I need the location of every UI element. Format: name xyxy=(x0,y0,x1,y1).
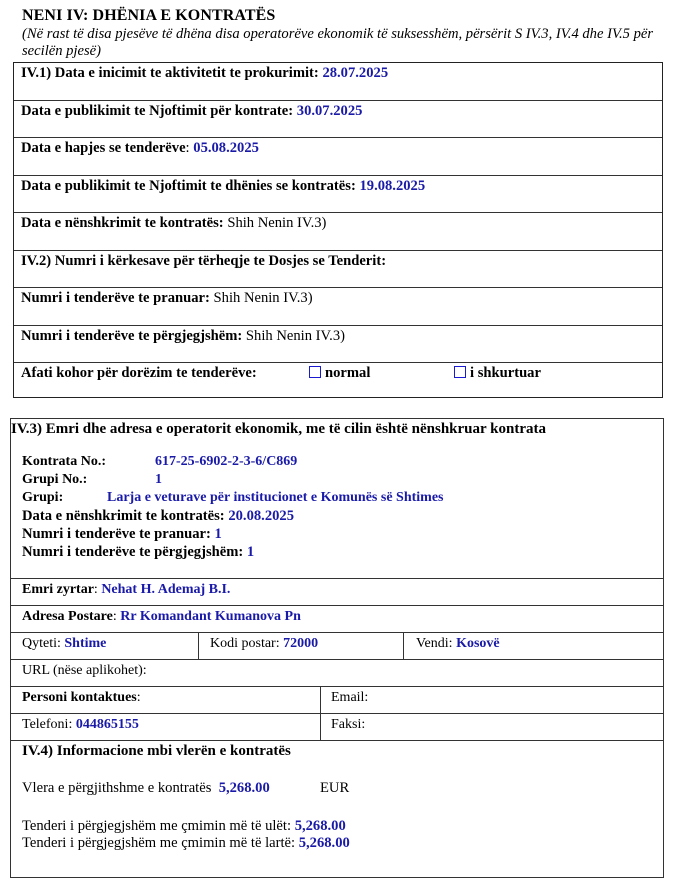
label: IV.1) Data e inicimit te aktivitetit te prokurimit: xyxy=(21,65,319,81)
checkbox-shortened[interactable] xyxy=(454,366,466,378)
label: Data e publikimit te Njoftimit te dhënies se kontratës: xyxy=(21,177,356,194)
opening-date-value: 05.08.2025 xyxy=(193,140,259,156)
accepted-tenders-value: Shih Nenin IV.3) xyxy=(213,290,313,306)
label: Data e nënshkrimit te kontratës: xyxy=(21,215,224,231)
responsive-row: Numri i tenderëve te përgjegjshëm: 1 xyxy=(22,544,255,560)
divider xyxy=(403,632,404,659)
responsive-value: 1 xyxy=(246,544,255,560)
url-cell: URL (nëse aplikohet): xyxy=(22,663,147,678)
fax-cell: Faksi: xyxy=(331,717,366,732)
row-accepted-tenders xyxy=(14,288,662,326)
divider xyxy=(320,686,321,740)
section-iv1-box xyxy=(13,62,663,398)
divider xyxy=(10,713,664,714)
highest-price-row: Tenderi i përgjegjshëm me çmimin më të lartë: 5,268.00 xyxy=(22,835,350,851)
divider xyxy=(10,686,664,687)
divider xyxy=(10,659,664,660)
email-cell: Email: xyxy=(331,690,369,705)
highest-value: 5,268.00 xyxy=(298,835,350,851)
label: Data e publikimit te Njoftimit për kontrate: xyxy=(21,102,294,119)
sign-date-value: 20.08.2025 xyxy=(228,508,294,524)
lowest-value: 5,268.00 xyxy=(294,818,346,834)
row-opening-date xyxy=(14,138,662,176)
group-label: Grupi: xyxy=(22,490,64,505)
contract-no-label: Kontrata No.: xyxy=(22,454,106,469)
label: Numri i tenderëve te përgjegjshëm: xyxy=(21,327,243,344)
option-normal[interactable]: normal xyxy=(309,365,370,382)
total-value-row: Vlera e përgjithshme e kontratës 5,268.00 xyxy=(22,780,270,796)
accepted-row: Numri i tenderëve te pranuar: 1 xyxy=(22,526,222,542)
address-value: Rr Komandant Kumanova Pn xyxy=(120,609,301,624)
row-deadline xyxy=(14,363,662,401)
divider xyxy=(10,605,664,606)
country-cell: Vendi: Kosovë xyxy=(416,636,500,651)
label: IV.2) Numri i kërkesave për tërheqje te Dosjes se Tenderit: xyxy=(21,252,387,269)
separator: : xyxy=(185,140,190,156)
label: Data e hapjes se tenderëve xyxy=(21,140,186,156)
city-value: Shtime xyxy=(64,636,107,651)
row-award-notice-date xyxy=(14,176,662,214)
group-no-label: Grupi No.: xyxy=(22,472,88,487)
row-initiation-date xyxy=(14,63,662,101)
postal-value: 72000 xyxy=(283,636,319,651)
award-notice-date-value: 19.08.2025 xyxy=(359,177,426,194)
section-iv4-title: IV.4) Informacione mbi vlerën e kontratës xyxy=(22,743,291,759)
row-dossier-requests xyxy=(14,251,662,289)
divider xyxy=(198,632,199,659)
divider xyxy=(10,740,664,741)
official-name-value: Nehat H. Ademaj B.I. xyxy=(101,582,231,597)
city-cell: Qyteti: Shtime xyxy=(22,636,107,651)
checkbox-normal[interactable] xyxy=(309,366,321,378)
section-iv3-title: IV.3) Emri dhe adresa e operatorit ekonomik, me të cilin është nënshkruar kontrata xyxy=(11,421,546,437)
phone-cell: Telefoni: 044865155 xyxy=(22,717,139,732)
total-value: 5,268.00 xyxy=(218,780,270,796)
signing-date-value: Shih Nenin IV.3) xyxy=(227,215,327,231)
group-no-value: 1 xyxy=(155,472,162,487)
option-shortened[interactable]: i shkurtuar xyxy=(454,365,541,382)
divider xyxy=(10,632,664,633)
row-responsive-tenders xyxy=(14,326,662,364)
contact-cell: Personi kontaktues: xyxy=(22,690,141,705)
group-value: Larja e veturave për institucionet e Komunës së Shtimes xyxy=(107,490,444,505)
section-note: (Në rast të disa pjesëve të dhëna disa operatorëve ekonomik të suksesshëm, përsërit S IV.3, IV.4 dhe IV.5 për secilën pjesë) xyxy=(22,26,654,59)
address-row: Adresa Postare: Rr Komandant Kumanova Pn xyxy=(22,609,301,624)
row-signing-date xyxy=(14,213,662,251)
contract-no-value: 617-25-6902-2-3-6/C869 xyxy=(155,454,298,469)
responsive-tenders-value: Shih Nenin IV.3) xyxy=(245,327,345,344)
postal-cell: Kodi postar: 72000 xyxy=(210,636,319,651)
section-iv3-box xyxy=(10,418,664,878)
sign-date-row: Data e nënshkrimit te kontratës: 20.08.2025 xyxy=(22,508,294,524)
lowest-price-row: Tenderi i përgjegjshëm me çmimin më të ulët: 5,268.00 xyxy=(22,818,346,834)
accepted-value: 1 xyxy=(214,526,222,542)
contract-notice-date-value: 30.07.2025 xyxy=(296,102,363,119)
divider xyxy=(10,578,664,579)
official-name-row: Emri zyrtar: Nehat H. Ademaj B.I. xyxy=(22,582,231,597)
label: Numri i tenderëve te pranuar: xyxy=(21,290,210,306)
label: Afati kohor për dorëzim te tenderëve: xyxy=(21,365,257,381)
currency: EUR xyxy=(320,780,350,796)
initiation-date-value: 28.07.2025 xyxy=(322,65,389,81)
country-value: Kosovë xyxy=(456,636,500,651)
section-title: NENI IV: DHËNIA E KONTRATËS xyxy=(22,7,276,24)
phone-value: 044865155 xyxy=(75,717,139,732)
row-contract-notice-date xyxy=(14,101,662,139)
